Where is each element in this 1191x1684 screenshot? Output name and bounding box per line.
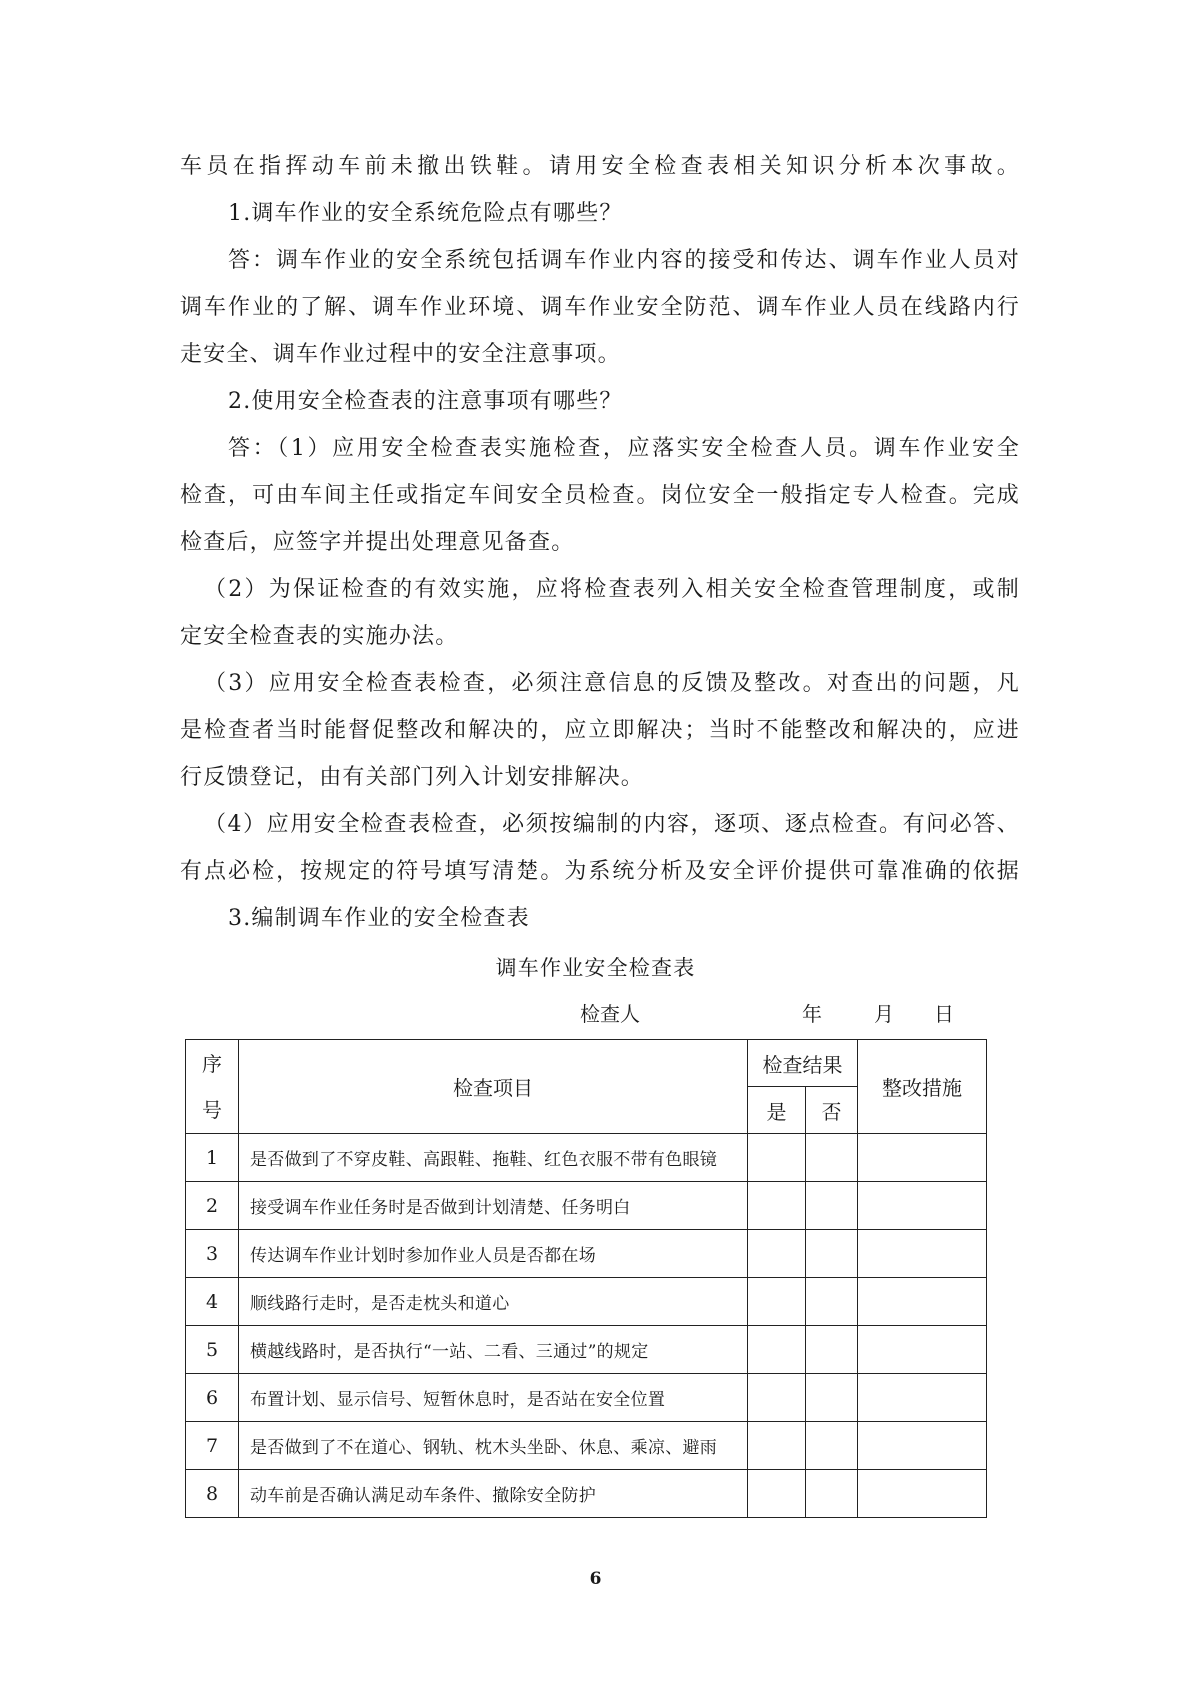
row-yes-cell[interactable] [748, 1470, 806, 1518]
point-2-line-2: 定安全检查表的实施办法。 [180, 624, 459, 649]
header-serial-number [186, 1040, 239, 1134]
row-check-item: 动车前是否确认满足动车条件、撤除安全防护 [239, 1470, 748, 1518]
answer-2-line-1: 答：（1）应用安全检查表实施检查，应落实安全检查人员。调车作业安全 [228, 436, 1020, 461]
row-number: 1 [186, 1134, 239, 1182]
row-measures-cell[interactable] [858, 1230, 987, 1278]
row-check-item: 顺线路行走时，是否走枕头和道心 [239, 1278, 748, 1326]
point-4-line-1: （4）应用安全检查表检查，必须按编制的内容，逐项、逐点检查。有问必答、 [204, 812, 1020, 837]
header-rectification-measures: 整改措施 [858, 1040, 987, 1134]
row-yes-cell[interactable] [748, 1422, 806, 1470]
day-label: 日 [934, 1002, 954, 1026]
row-yes-cell[interactable] [748, 1134, 806, 1182]
header-serial-top: 序 [202, 1051, 222, 1076]
inspector-label: 检查人 [580, 1002, 640, 1026]
table-row [186, 1230, 987, 1278]
answer-1-line-2: 调车作业的了解、调车作业环境、调车作业安全防范、调车作业人员在线路内行 [180, 295, 1020, 320]
row-yes-cell[interactable] [748, 1278, 806, 1326]
row-measures-cell[interactable] [858, 1326, 987, 1374]
point-3-line-1: （3）应用安全检查表检查，必须注意信息的反馈及整改。对查出的问题，凡 [204, 671, 1020, 696]
row-no-cell[interactable] [806, 1134, 858, 1182]
row-check-item: 布置计划、显示信号、短暂休息时，是否站在安全位置 [239, 1374, 748, 1422]
page-number: 6 [589, 1569, 602, 1589]
header-no: 否 [806, 1087, 858, 1134]
question-2: 2.使用安全检查表的注意事项有哪些？ [228, 389, 623, 414]
row-measures-cell[interactable] [858, 1470, 987, 1518]
row-no-cell[interactable] [806, 1470, 858, 1518]
paragraph-line: 车员在指挥动车前未撤出铁鞋。请用安全检查表相关知识分析本次事故。 [180, 154, 1020, 179]
answer-2-line-3: 检查后，应签字并提出处理意见备查。 [180, 530, 575, 555]
row-no-cell[interactable] [806, 1326, 858, 1374]
table-row [186, 1470, 987, 1518]
row-number: 5 [186, 1326, 239, 1374]
row-number: 2 [186, 1182, 239, 1230]
header-serial-bottom: 号 [202, 1097, 222, 1122]
row-number: 6 [186, 1374, 239, 1422]
point-3-line-3: 行反馈登记，由有关部门列入计划安排解决。 [180, 765, 645, 790]
row-no-cell[interactable] [806, 1278, 858, 1326]
table-row [186, 1374, 987, 1422]
row-check-item: 是否做到了不在道心、钢轨、枕木头坐卧、休息、乘凉、避雨 [239, 1422, 748, 1470]
year-label: 年 [802, 1002, 822, 1026]
answer-2-line-2: 检查，可由车间主任或指定车间安全员检查。岗位安全一般指定专人检查。完成 [180, 483, 1020, 508]
row-yes-cell[interactable] [748, 1230, 806, 1278]
row-measures-cell[interactable] [858, 1278, 987, 1326]
row-number: 7 [186, 1422, 239, 1470]
table-row [186, 1134, 987, 1182]
row-check-item: 是否做到了不穿皮鞋、高跟鞋、拖鞋、红色衣服不带有色眼镜 [239, 1134, 748, 1182]
row-number: 3 [186, 1230, 239, 1278]
row-no-cell[interactable] [806, 1422, 858, 1470]
row-yes-cell[interactable] [748, 1326, 806, 1374]
row-number: 4 [186, 1278, 239, 1326]
question-1: 1.调车作业的安全系统危险点有哪些？ [228, 201, 623, 226]
row-measures-cell[interactable] [858, 1374, 987, 1422]
row-no-cell[interactable] [806, 1374, 858, 1422]
table-row [186, 1326, 987, 1374]
point-2-line-1: （2）为保证检查的有效实施，应将检查表列入相关安全检查管理制度，或制 [204, 577, 1020, 602]
answer-1-line-1: 答：调车作业的安全系统包括调车作业内容的接受和传达、调车作业人员对 [228, 248, 1020, 273]
header-check-result: 检查结果 [748, 1040, 858, 1087]
row-check-item: 接受调车作业任务时是否做到计划清楚、任务明白 [239, 1182, 748, 1230]
safety-checklist-table [185, 1039, 987, 1518]
row-check-item: 横越线路时，是否执行“一站、二看、三通过”的规定 [239, 1326, 748, 1374]
row-yes-cell[interactable] [748, 1374, 806, 1422]
table-title: 调车作业安全检查表 [495, 956, 696, 980]
row-check-item: 传达调车作业计划时参加作业人员是否都在场 [239, 1230, 748, 1278]
month-label: 月 [874, 1002, 894, 1026]
header-check-item: 检查项目 [239, 1040, 748, 1134]
row-number: 8 [186, 1470, 239, 1518]
question-3: 3.编制调车作业的安全检查表 [228, 906, 530, 931]
table-row [186, 1422, 987, 1470]
answer-1-line-3: 走安全、调车作业过程中的安全注意事项。 [180, 342, 621, 367]
row-measures-cell[interactable] [858, 1134, 987, 1182]
row-measures-cell[interactable] [858, 1182, 987, 1230]
row-no-cell[interactable] [806, 1182, 858, 1230]
point-3-line-2: 是检查者当时能督促整改和解决的，应立即解决；当时不能整改和解决的，应进 [180, 718, 1020, 743]
point-4-line-2: 有点必检，按规定的符号填写清楚。为系统分析及安全评价提供可靠准确的依据 [180, 859, 1020, 884]
row-yes-cell[interactable] [748, 1182, 806, 1230]
row-measures-cell[interactable] [858, 1422, 987, 1470]
header-yes: 是 [748, 1087, 806, 1134]
table-row [186, 1182, 987, 1230]
row-no-cell[interactable] [806, 1230, 858, 1278]
table-row [186, 1278, 987, 1326]
